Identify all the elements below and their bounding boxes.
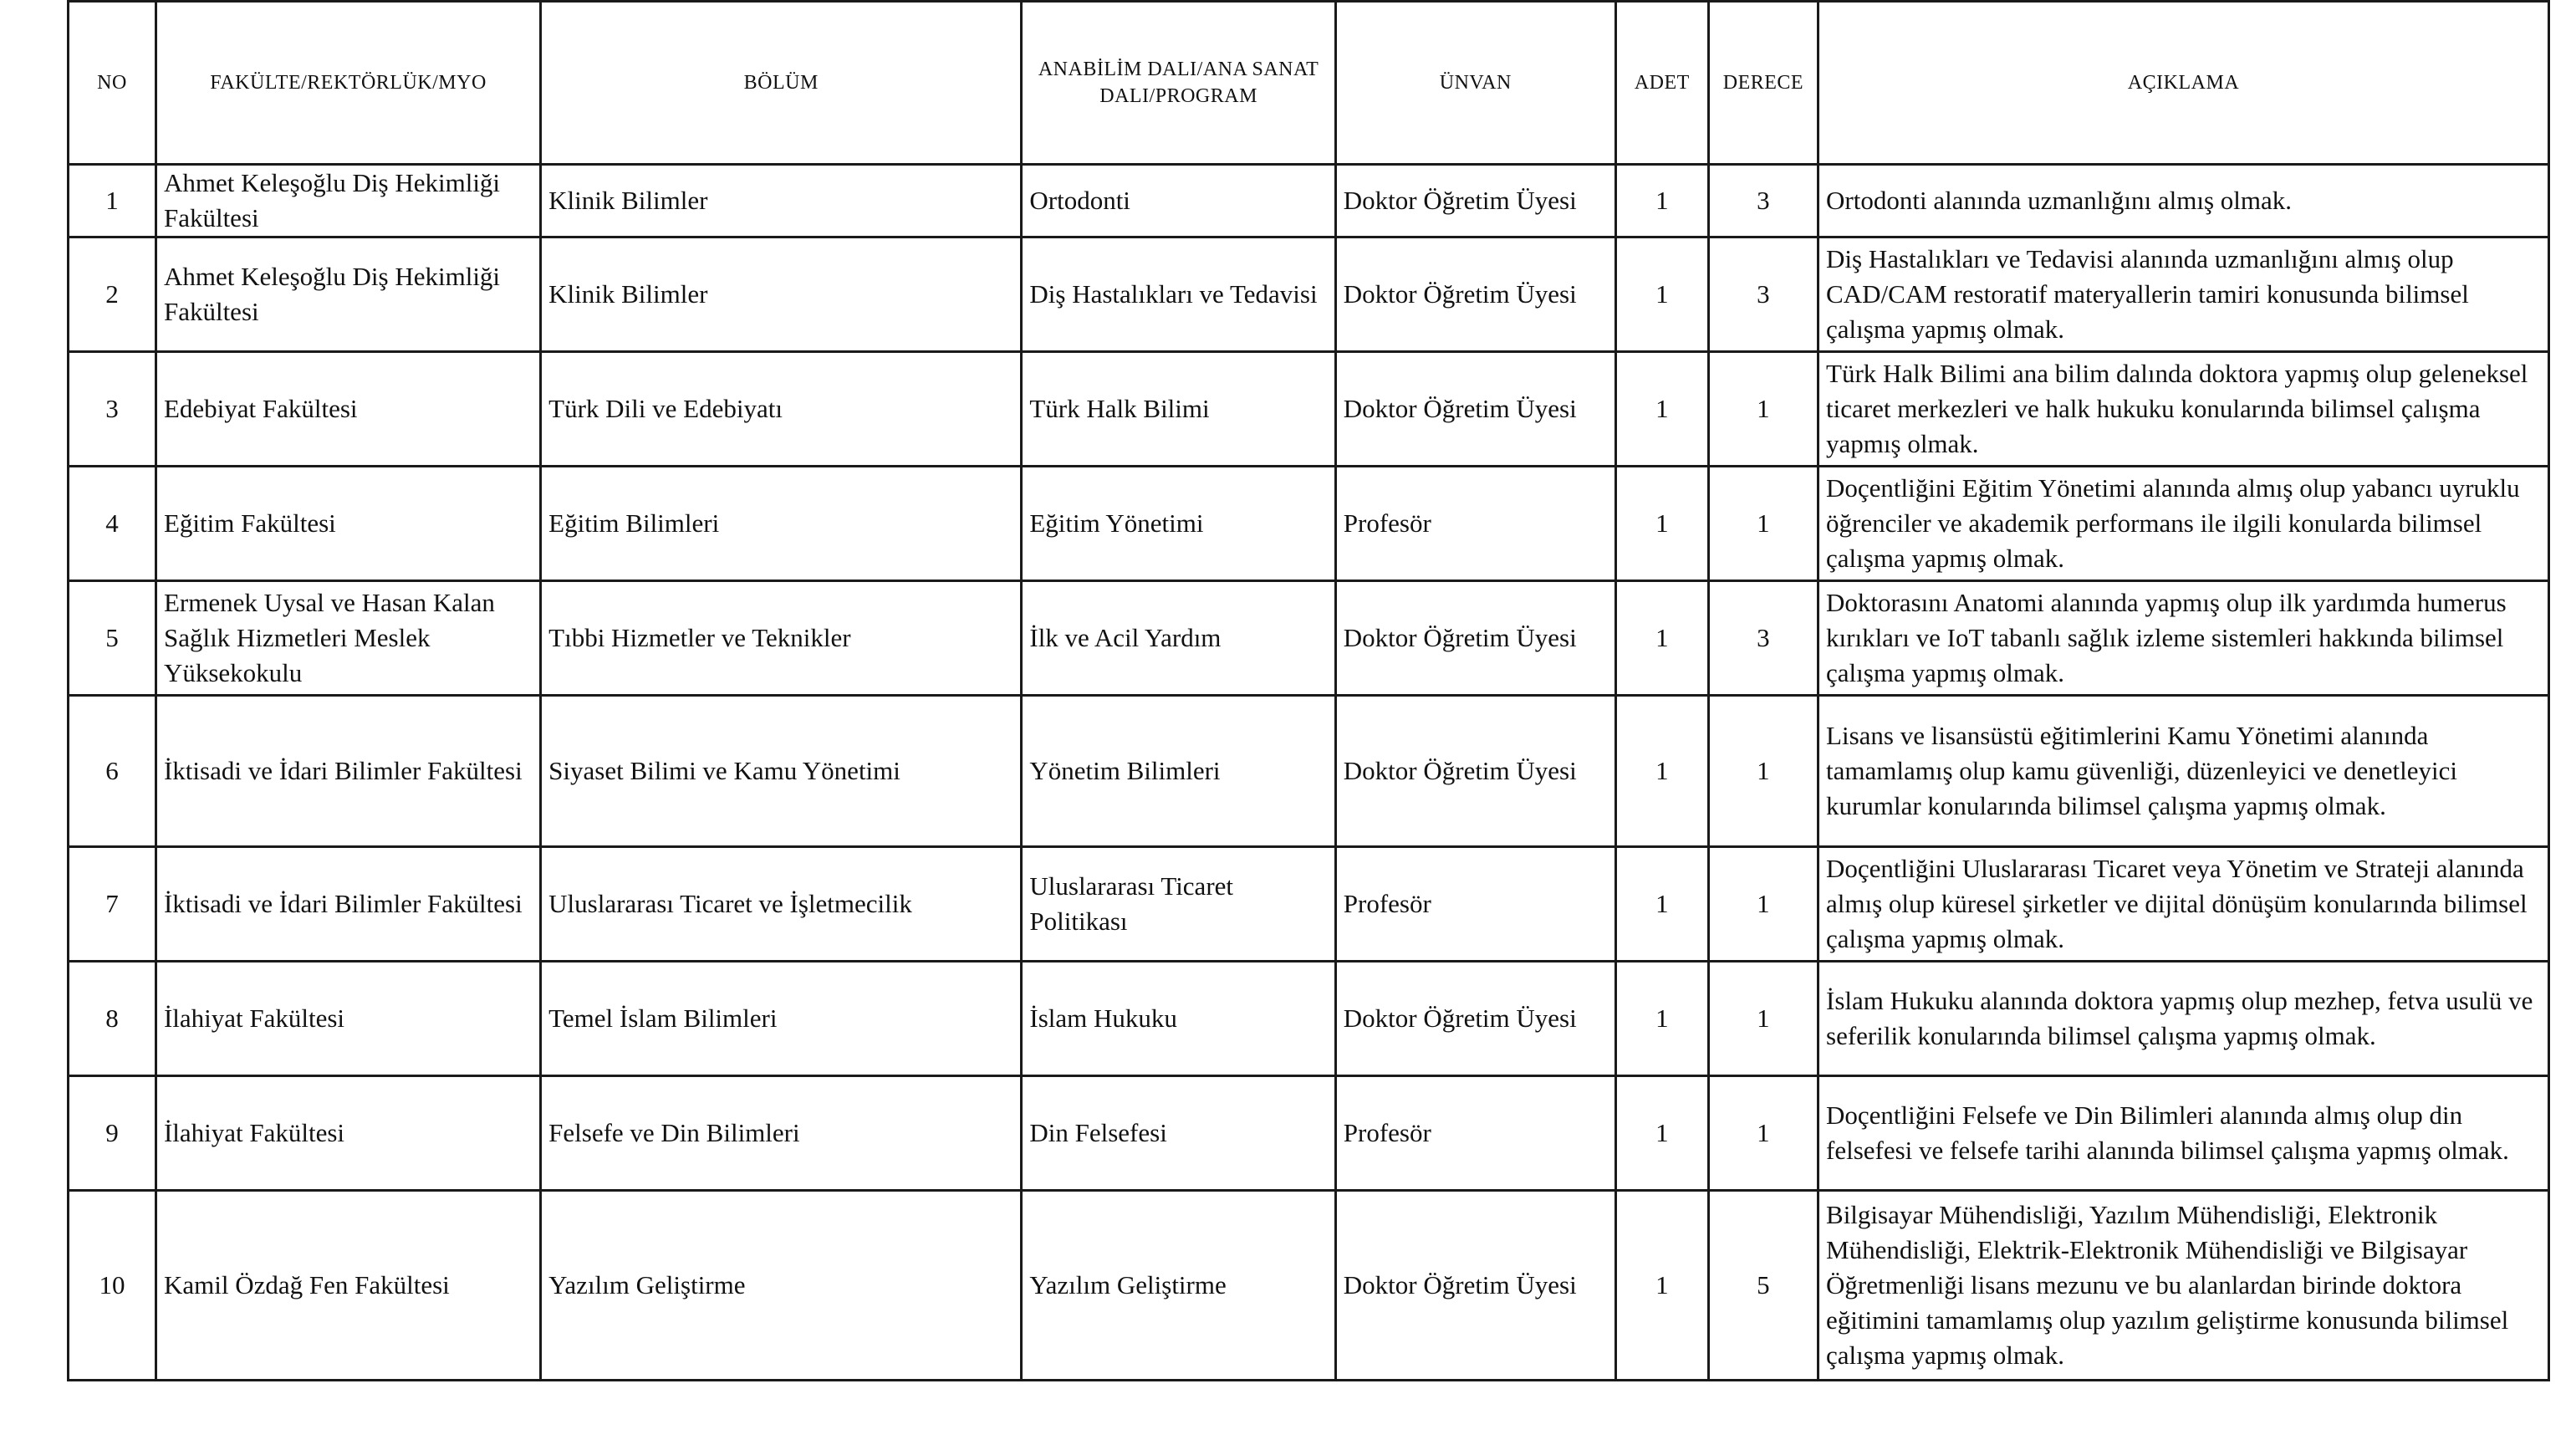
header-title: ÜNVAN [1335, 2, 1615, 165]
cell-count: 1 [1615, 165, 1708, 237]
cell-faculty: Ermenek Uysal ve Hasan Kalan Sağlık Hizmetleri Meslek Yüksekokulu [156, 581, 540, 696]
cell-description: Doktorasını Anatomi alanında yapmış olup ilk yardımda humerus kırıkları ve IoT tabanlı sağlık izleme sistemleri hakkında bilimsel çalışma yapmış olmak. [1819, 581, 2549, 696]
cell-no: 10 [69, 1191, 156, 1381]
cell-no: 6 [69, 696, 156, 847]
cell-discipline: Yazılım Geliştirme [1022, 1191, 1335, 1381]
cell-description: Ortodonti alanında uzmanlığını almış olmak. [1819, 165, 2549, 237]
cell-no: 5 [69, 581, 156, 696]
cell-description: Bilgisayar Mühendisliği, Yazılım Mühendisliği, Elektronik Mühendisliği, Elektrik-Elektronik Mühendisliği ve Bilgisayar Öğretmenliği lisans mezunu ve bu alanlardan birinde doktora eğitimini tamamlamış olup yazılım geliştirme konusunda bilimsel çalışma yapmış olmak. [1819, 1191, 2549, 1381]
cell-count: 1 [1615, 352, 1708, 467]
cell-department: Klinik Bilimler [541, 165, 1022, 237]
cell-title: Doktor Öğretim Üyesi [1335, 352, 1615, 467]
table-row [69, 1191, 2549, 1381]
cell-faculty: İlahiyat Fakültesi [156, 1076, 540, 1191]
cell-discipline: Eğitim Yönetimi [1022, 467, 1335, 581]
table-row [69, 165, 2549, 237]
cell-faculty: Ahmet Keleşoğlu Diş Hekimliği Fakültesi [156, 165, 540, 237]
header-no: NO [69, 2, 156, 165]
cell-title: Profesör [1335, 467, 1615, 581]
cell-discipline: Din Felsefesi [1022, 1076, 1335, 1191]
cell-count: 1 [1615, 847, 1708, 962]
cell-faculty: Ahmet Keleşoğlu Diş Hekimliği Fakültesi [156, 237, 540, 352]
cell-count: 1 [1615, 237, 1708, 352]
cell-description: Doçentliğini Felsefe ve Din Bilimleri alanında almış olup din felsefesi ve felsefe tarihi alanında bilimsel çalışma yapmış olmak. [1819, 1076, 2549, 1191]
table-row [69, 237, 2549, 352]
cell-title: Doktor Öğretim Üyesi [1335, 165, 1615, 237]
cell-faculty: Eğitim Fakültesi [156, 467, 540, 581]
cell-department: Yazılım Geliştirme [541, 1191, 1022, 1381]
header-faculty: FAKÜLTE/REKTÖRLÜK/MYO [156, 2, 540, 165]
cell-department: Türk Dili ve Edebiyatı [541, 352, 1022, 467]
cell-discipline: İslam Hukuku [1022, 962, 1335, 1076]
cell-department: Siyaset Bilimi ve Kamu Yönetimi [541, 696, 1022, 847]
cell-description: İslam Hukuku alanında doktora yapmış olup mezhep, fetva usulü ve seferilik konularında bilimsel çalışma yapmış olmak. [1819, 962, 2549, 1076]
cell-faculty: Edebiyat Fakültesi [156, 352, 540, 467]
cell-no: 4 [69, 467, 156, 581]
cell-discipline: Diş Hastalıkları ve Tedavisi [1022, 237, 1335, 352]
cell-degree: 1 [1708, 962, 1818, 1076]
table-header [69, 2, 2549, 165]
cell-description: Doçentliğini Eğitim Yönetimi alanında almış olup yabancı uyruklu öğrenciler ve akademik performans ile ilgili konularda bilimsel çalışma yapmış olmak. [1819, 467, 2549, 581]
cell-description: Doçentliğini Uluslararası Ticaret veya Yönetim ve Strateji alanında almış olup küresel şirketler ve dijital dönüşüm konularında bilimsel çalışma yapmış olmak. [1819, 847, 2549, 962]
cell-degree: 5 [1708, 1191, 1818, 1381]
cell-degree: 3 [1708, 581, 1818, 696]
cell-title: Profesör [1335, 1076, 1615, 1191]
table-body [69, 165, 2549, 1381]
cell-discipline: Ortodonti [1022, 165, 1335, 237]
header-row [69, 2, 2549, 165]
table-row [69, 696, 2549, 847]
cell-no: 9 [69, 1076, 156, 1191]
cell-department: Felsefe ve Din Bilimleri [541, 1076, 1022, 1191]
cell-description: Türk Halk Bilimi ana bilim dalında doktora yapmış olup geleneksel ticaret merkezleri ve halk hukuku konularında bilimsel çalışma yapmış olmak. [1819, 352, 2549, 467]
table-row [69, 962, 2549, 1076]
cell-degree: 1 [1708, 467, 1818, 581]
cell-department: Eğitim Bilimleri [541, 467, 1022, 581]
cell-degree: 1 [1708, 352, 1818, 467]
cell-no: 2 [69, 237, 156, 352]
cell-title: Profesör [1335, 847, 1615, 962]
header-discipline: ANABİLİM DALI/ANA SANAT DALI/PROGRAM [1022, 2, 1335, 165]
cell-count: 1 [1615, 1076, 1708, 1191]
cell-degree: 3 [1708, 165, 1818, 237]
cell-title: Doktor Öğretim Üyesi [1335, 237, 1615, 352]
cell-title: Doktor Öğretim Üyesi [1335, 1191, 1615, 1381]
cell-degree: 1 [1708, 847, 1818, 962]
cell-department: Uluslararası Ticaret ve İşletmecilik [541, 847, 1022, 962]
header-description: AÇIKLAMA [1819, 2, 2549, 165]
cell-faculty: İlahiyat Fakültesi [156, 962, 540, 1076]
cell-discipline: İlk ve Acil Yardım [1022, 581, 1335, 696]
cell-description: Lisans ve lisansüstü eğitimlerini Kamu Yönetimi alanında tamamlamış olup kamu güvenliği, düzenleyici ve denetleyici kurumlar konularında bilimsel çalışma yapmış olmak. [1819, 696, 2549, 847]
header-department: BÖLÜM [541, 2, 1022, 165]
cell-faculty: İktisadi ve İdari Bilimler Fakültesi [156, 696, 540, 847]
table-row [69, 352, 2549, 467]
cell-no: 3 [69, 352, 156, 467]
cell-title: Doktor Öğretim Üyesi [1335, 962, 1615, 1076]
table-row [69, 1076, 2549, 1191]
table-row [69, 467, 2549, 581]
cell-count: 1 [1615, 696, 1708, 847]
cell-degree: 1 [1708, 696, 1818, 847]
positions-table [67, 0, 2550, 1381]
header-count: ADET [1615, 2, 1708, 165]
cell-degree: 1 [1708, 1076, 1818, 1191]
cell-description: Diş Hastalıkları ve Tedavisi alanında uzmanlığını almış olup CAD/CAM restoratif materyallerin tamiri konusunda bilimsel çalışma yapmış olmak. [1819, 237, 2549, 352]
cell-no: 7 [69, 847, 156, 962]
table-row [69, 581, 2549, 696]
cell-department: Tıbbi Hizmetler ve Teknikler [541, 581, 1022, 696]
cell-no: 1 [69, 165, 156, 237]
cell-faculty: Kamil Özdağ Fen Fakültesi [156, 1191, 540, 1381]
cell-department: Klinik Bilimler [541, 237, 1022, 352]
cell-degree: 3 [1708, 237, 1818, 352]
cell-discipline: Türk Halk Bilimi [1022, 352, 1335, 467]
cell-department: Temel İslam Bilimleri [541, 962, 1022, 1076]
table-row [69, 847, 2549, 962]
cell-discipline: Uluslararası Ticaret Politikası [1022, 847, 1335, 962]
cell-title: Doktor Öğretim Üyesi [1335, 581, 1615, 696]
cell-no: 8 [69, 962, 156, 1076]
cell-faculty: İktisadi ve İdari Bilimler Fakültesi [156, 847, 540, 962]
cell-discipline: Yönetim Bilimleri [1022, 696, 1335, 847]
header-degree: DERECE [1708, 2, 1818, 165]
cell-count: 1 [1615, 1191, 1708, 1381]
cell-count: 1 [1615, 962, 1708, 1076]
cell-count: 1 [1615, 581, 1708, 696]
cell-count: 1 [1615, 467, 1708, 581]
cell-title: Doktor Öğretim Üyesi [1335, 696, 1615, 847]
